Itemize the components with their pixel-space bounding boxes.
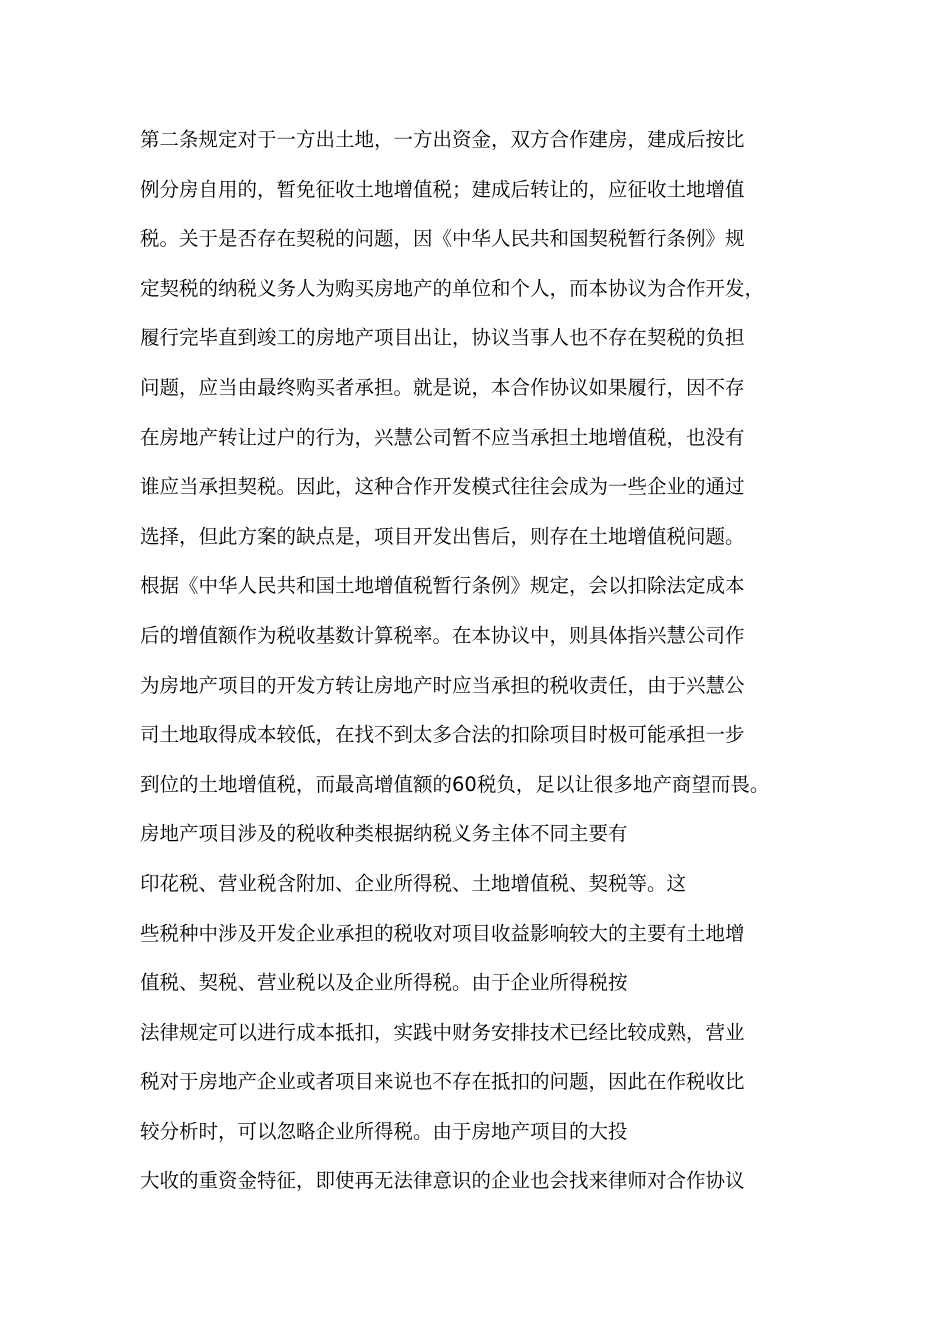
text-line: 为房地产项目的开发方转让房地产时应当承担的税收责任，由于兴慧公 xyxy=(140,673,745,697)
text-line: 较分析时，可以忽略企业所得税。由于房地产项目的大投 xyxy=(140,1119,628,1143)
text-line: 值税、契税、营业税以及企业所得税。由于企业所得税按 xyxy=(140,971,628,995)
text-line: 谁应当承担契税。因此，这种合作开发模式往往会成为一些企业的通过 xyxy=(140,475,745,499)
text-line: 税。关于是否存在契税的问题，因《中华人民共和国契税暂行条例》规 xyxy=(140,227,745,251)
text-line: 些税种中涉及开发企业承担的税收对项目收益影响较大的主要有土地增 xyxy=(140,921,745,945)
text-line: 履行完毕直到竣工的房地产项目出让，协议当事人也不存在契税的负担 xyxy=(140,326,745,350)
text-line: 到位的土地增值税，而最高增值额的60税负，足以让很多地产商望而畏。 xyxy=(140,772,770,796)
text-line: 大收的重资金特征，即使再无法律意识的企业也会找来律师对合作协议 xyxy=(140,1169,745,1193)
text-line: 税对于房地产企业或者项目来说也不存在抵扣的问题，因此在作税收比 xyxy=(140,1070,745,1094)
text-line: 根据《中华人民共和国土地增值税暂行条例》规定，会以扣除法定成本 xyxy=(140,574,745,598)
text-line: 司土地取得成本较低，在找不到太多合法的扣除项目时极可能承担一步 xyxy=(140,723,745,747)
text-line: 选择，但此方案的缺点是，项目开发出售后，则存在土地增值税问题。 xyxy=(140,524,745,548)
text-line: 在房地产转让过户的行为，兴慧公司暂不应当承担土地增值税，也没有 xyxy=(140,425,745,449)
text-line: 印花税、营业税含附加、企业所得税、土地增值税、契税等。这 xyxy=(140,871,687,895)
text-line: 定契税的纳税义务人为购买房地产的单位和个人，而本协议为合作开发， xyxy=(140,276,765,300)
text-line: 后的增值额作为税收基数计算税率。在本协议中，则具体指兴慧公司作 xyxy=(140,623,745,647)
text-line: 例分房自用的，暂免征收土地增值税；建成后转让的，应征收土地增值 xyxy=(140,177,745,201)
text-line: 问题，应当由最终购买者承担。就是说，本合作协议如果履行，因不存 xyxy=(140,375,745,399)
text-line: 法律规定可以进行成本抵扣，实践中财务安排技术已经比较成熟，营业 xyxy=(140,1020,745,1044)
text-line: 第二条规定对于一方出土地，一方出资金，双方合作建房，建成后按比 xyxy=(140,128,745,151)
text-line: 房地产项目涉及的税收种类根据纳税义务主体不同主要有 xyxy=(140,822,628,846)
body-text xyxy=(140,122,840,1213)
